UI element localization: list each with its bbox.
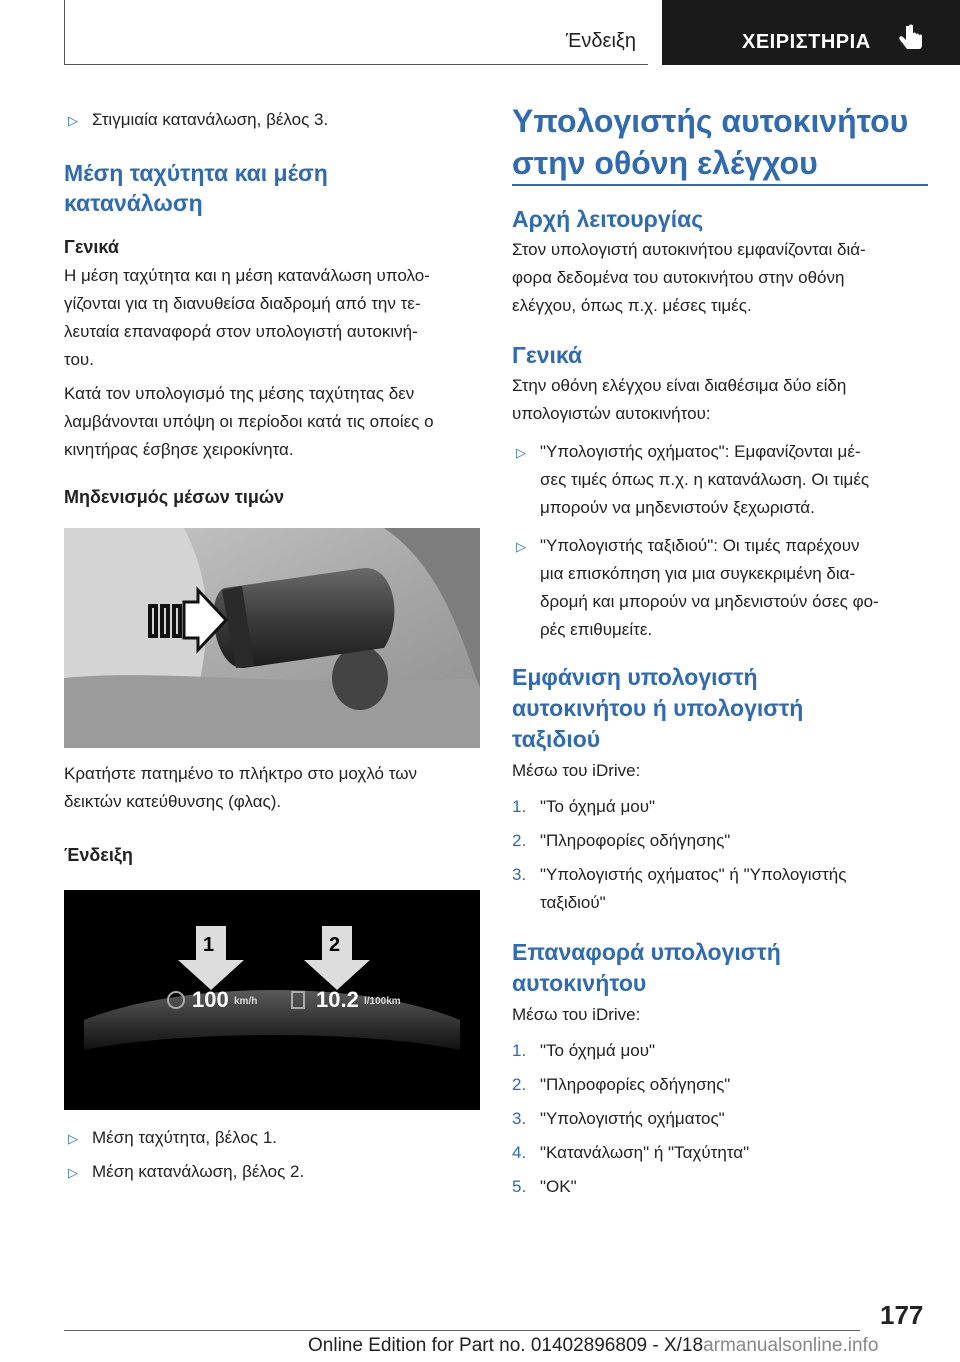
bullet-triangle-icon: ▷ (516, 539, 526, 554)
instrument-cluster-graphic (64, 890, 480, 1110)
arrow-2-label: 2 (329, 934, 341, 956)
step-5b: 5. "OK" (512, 1177, 577, 1196)
via-idrive-2: Μέσω του iDrive: (512, 1005, 641, 1024)
speed-value: 100 (192, 987, 229, 1012)
header-chapter-tab (662, 0, 960, 65)
step-2a: 2. "Πληροφορίες οδήγησης" (512, 831, 731, 850)
step-1a: 1. "Το όχημά μου" (512, 797, 656, 816)
bullet-triangle-icon: ▷ (68, 1165, 78, 1180)
bullet-triangle-icon: ▷ (68, 113, 78, 128)
bullet-avg-speed: ▷ Μέση ταχύτητα, βέλος 1. (64, 1124, 482, 1152)
via-idrive-1: Μέσω του iDrive: (512, 761, 641, 780)
subtitle-reset-computer: Επαναφορά υπολογιστή αυτοκινήτου (512, 939, 781, 996)
arrow-1-label: 1 (203, 934, 215, 956)
cluster-display-image (64, 890, 480, 1110)
footer-watermark: armanualsonline.info (703, 1335, 879, 1356)
subtitle-show-computer: Εμφάνιση υπολογιστή αυτοκινήτου ή υπολογιστή ταξιδιού (512, 664, 804, 752)
page-number: 177 (880, 1300, 924, 1330)
subtitle-principle: Αρχή λειτουργίας (512, 206, 704, 232)
consumption-unit: l/100km (364, 996, 401, 1007)
bullet-trip-computer: ▷ "Υπολογιστής ταξιδιού": Οι τιμές παρέχουν μια επισκόπηση για μια συγκεκριμένη δια‐ δρομή και μπορούν να μηδενιστούν όσες φο‐ ρές επιθυμείτε. (512, 532, 930, 644)
paragraph-general-1: Η μέση ταχύτητα και η μέση κατανάλωση υπολο‐ γίζονται για τη διανυθείσα διαδρομή από την τε‐ λευταία επαναφορά στον υπολογιστή αυτοκινή‐ του. (64, 266, 430, 369)
subhead-general: Γενικά (64, 237, 119, 257)
footer-rule (64, 1330, 860, 1331)
left-column (64, 100, 482, 1186)
step-4b: 4. "Κατανάλωση" ή "Ταχύτητα" (512, 1143, 750, 1162)
page-header (0, 0, 960, 66)
section-title-avg: Μέση ταχύτητα και μέση κατανάλωση (64, 160, 328, 216)
footer-edition: Online Edition for Part no. 01402896809 - X/18armanualsonline.info (308, 1335, 879, 1356)
bullet-avg-consumption: ▷ Μέση κατανάλωση, βέλος 2. (64, 1158, 482, 1186)
photo-caption: Κρατήστε πατημένο το πλήκτρο στο μοχλό των δεικτών κατεύθυνσης (φλας). (64, 764, 417, 811)
step-3b: 3. "Υπολογιστής οχήματος" (512, 1109, 725, 1128)
paragraph-principle: Στον υπολογιστή αυτοκινήτου εμφανίζονται διά‐ φορα δεδομένα του αυτοκινήτου στην οθόνη ελέγχου, όπως π.χ. μέσες τιμές. (512, 240, 866, 315)
bullet-triangle-icon: ▷ (516, 445, 526, 460)
turn-signal-stalk-image (64, 528, 480, 748)
subhead-reset-values: Μηδενισμός μέσων τιμών (64, 487, 285, 507)
header-section-box (64, 0, 648, 65)
bullet-instant-consumption: ▷ Στιγμιαία κατανάλωση, βέλος 3. (64, 106, 482, 134)
paragraph-general: Στην οθόνη ελέγχου είναι διαθέσιμα δύο είδη υπολογιστών αυτοκινήτου: (512, 376, 847, 423)
header-chapter-label: ΧΕΙΡΙΣΤΗΡΙΑ (742, 31, 871, 53)
chapter-title: Υπολογιστής αυτοκινήτου στην οθόνη ελέγχου (512, 103, 909, 181)
consumption-value: 10.2 (316, 987, 359, 1012)
step-2b: 2. "Πληροφορίες οδήγησης" (512, 1075, 731, 1094)
bullet-vehicle-computer: ▷ "Υπολογιστής οχήματος": Εμφανίζονται μέ‐ σες τιμές όπως π.χ. η κατανάλωση. Οι τιμές μπορούν να μηδενιστούν ξεχωριστά. (512, 438, 930, 522)
step-3a: 3. "Υπολογιστής οχήματος" ή "Υπολογιστής ταξιδιού" (512, 865, 847, 912)
hand-pointer-icon (894, 22, 928, 56)
step-1b: 1. "Το όχημά μου" (512, 1041, 656, 1060)
speed-unit: km/h (234, 996, 258, 1007)
subhead-display: Ένδειξη (64, 845, 133, 865)
stalk-photo (64, 528, 480, 748)
paragraph-general-2: Κατά τον υπολογισμό της μέσης ταχύτητας δεν λαμβάνονται υπόψη οι περίοδοι κατά τις οποίες ο κινητήρας έσβησε χειροκίνητα. (64, 384, 434, 459)
right-column (512, 100, 930, 1201)
header-section-label: Ένδειξη (565, 30, 636, 52)
subtitle-general: Γενικά (512, 342, 583, 368)
bullet-triangle-icon: ▷ (68, 1131, 78, 1146)
title-underline (512, 184, 928, 186)
